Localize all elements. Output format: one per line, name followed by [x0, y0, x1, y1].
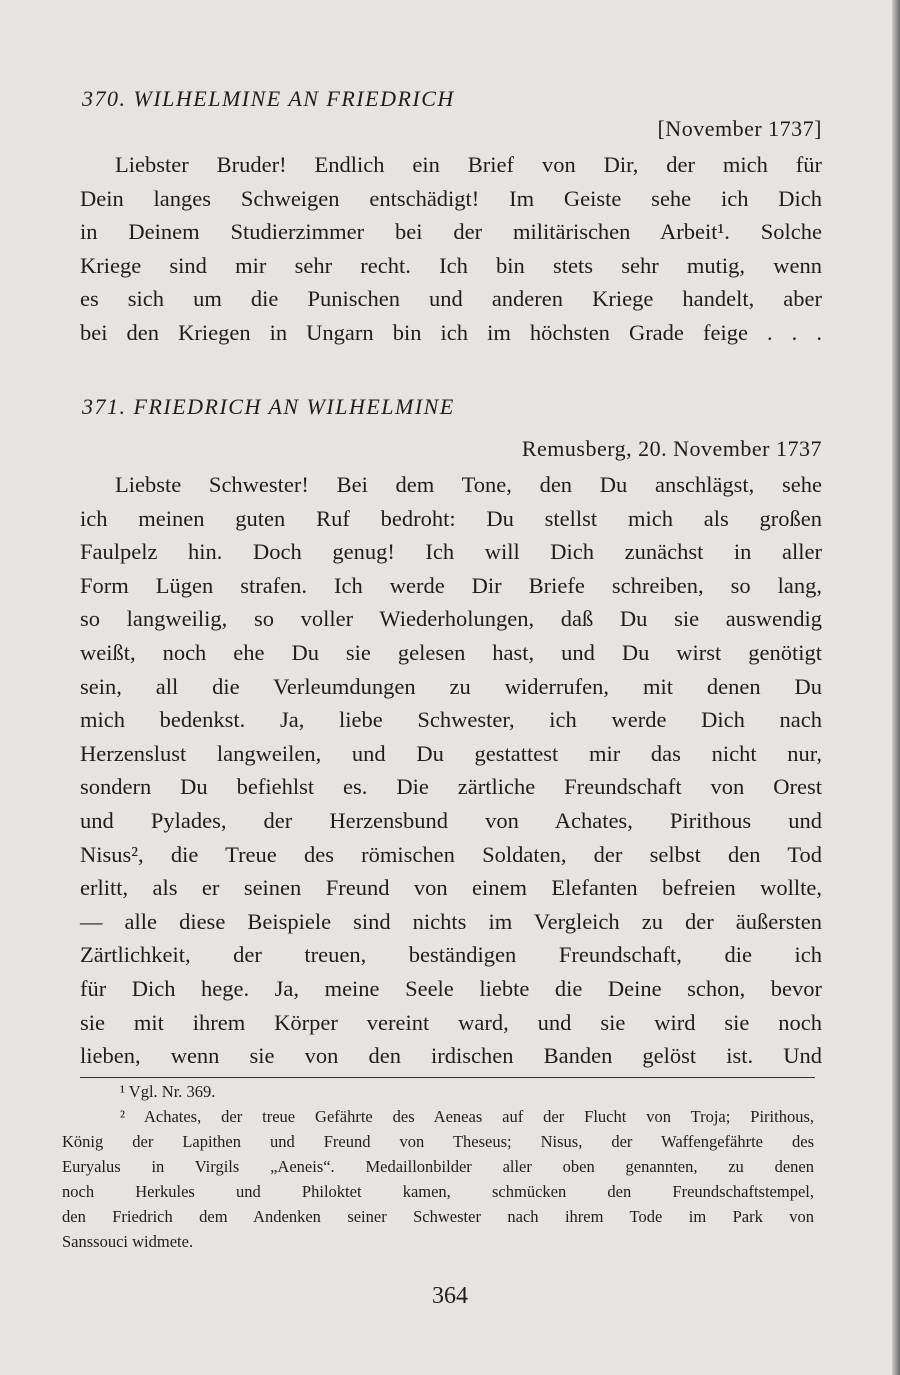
text-line: Faulpelz hin. Doch genug! Ich will Dich zunächst in aller: [80, 539, 822, 565]
text-line: bei den Kriegen in Ungarn bin ich im höchsten Grade feige . . .: [80, 320, 822, 345]
text-line: und Pylades, der Herzensbund von Achates, Pirithous und: [80, 808, 822, 833]
footnote-line: Euryalus in Virgils „Aeneis“. Medaillonbilder aller oben genannten, zu denen: [62, 1157, 814, 1176]
text-line: — alle diese Beispiele sind nichts im Vergleich zu der äußersten: [80, 908, 822, 934]
text-line: Liebste Schwester! Bei dem Tone, den Du anschlägst, sehe: [115, 472, 822, 497]
text-line: in Deinem Studierzimmer bei der militärischen Arbeit¹. Solche: [80, 219, 822, 245]
letter-371-heading: 371. FRIEDRICH AN WILHELMINE: [82, 394, 455, 419]
footnote-line: König der Lapithen und Freund von Theseus; Nisus, der Waffengefährte des: [62, 1132, 814, 1151]
text-line: Zärtlichkeit, der treuen, beständigen Freundschaft, die ich: [80, 942, 822, 968]
letter-371-date: Remusberg, 20. November 1737: [521, 436, 822, 461]
text-line: weißt, noch ehe Du sie gelesen hast, und Du wirst genötigt: [80, 640, 822, 665]
footnote-line: ¹ Vgl. Nr. 369.: [120, 1082, 216, 1101]
text-line: erlitt, als er seinen Freund von einem Elefanten befreien wollte,: [80, 875, 822, 901]
footnote-line: Sanssouci widmete.: [62, 1232, 194, 1251]
text-line: lieben, wenn sie von den irdischen Banden gelöst ist. Und: [80, 1043, 822, 1069]
text-line: es sich um die Punischen und anderen Kriege handelt, aber: [80, 286, 822, 312]
footnote-rule: [80, 1077, 815, 1078]
letter-370-date: [November 1737]: [657, 116, 822, 141]
page-number: 364: [432, 1283, 468, 1309]
text-line: ich meinen guten Ruf bedroht: Du stellst mich als großen: [80, 505, 822, 531]
text-line: sie mit ihrem Körper vereint ward, und sie wird sie noch: [80, 1009, 822, 1035]
footnote-line: den Friedrich dem Andenken seiner Schwester nach ihrem Tode im Park von: [62, 1207, 814, 1226]
text-line: so langweilig, so voller Wiederholungen, daß Du sie auswendig: [80, 606, 822, 632]
text-line: sein, all die Verleumdungen zu widerrufen, mit denen Du: [80, 673, 822, 699]
text-line: Herzenslust langweilen, und Du gestattest mir das nicht nur,: [80, 740, 822, 766]
text-line: Dein langes Schweigen entschädigt! Im Geiste sehe ich Dich: [80, 185, 822, 211]
text-line: für Dich hege. Ja, meine Seele liebte die Deine schon, bevor: [80, 976, 822, 1001]
text-line: Nisus², die Treue des römischen Soldaten, der selbst den Tod: [80, 841, 822, 867]
text-line: Liebster Bruder! Endlich ein Brief von Dir, der mich für: [115, 152, 822, 177]
text-line: Kriege sind mir sehr recht. Ich bin stets sehr mutig, wenn: [80, 252, 822, 278]
letter-370-heading: 370. WILHELMINE AN FRIEDRICH: [82, 86, 455, 111]
footnote-line: ² Achates, der treue Gefährte des Aeneas auf der Flucht von Troja; Pirithous,: [120, 1107, 814, 1126]
text-line: sondern Du befiehlst es. Die zärtliche Freundschaft von Orest: [80, 774, 822, 800]
footnote-line: noch Herkules und Philoktet kamen, schmücken den Freundschaftstempel,: [62, 1182, 814, 1201]
text-line: Form Lügen strafen. Ich werde Dir Briefe schreiben, so lang,: [80, 572, 822, 598]
text-line: mich bedenkst. Ja, liebe Schwester, ich werde Dich nach: [80, 707, 822, 733]
page-edge-shadow: [892, 0, 900, 1375]
